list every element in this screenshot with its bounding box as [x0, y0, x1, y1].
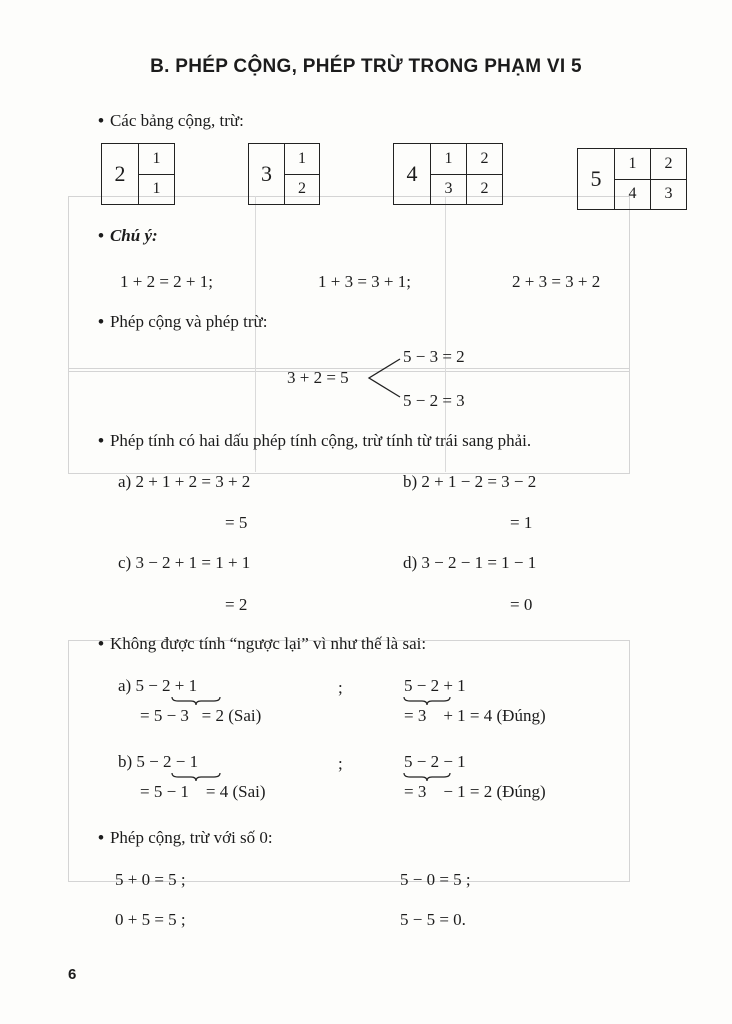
commutative-equation: 2 + 3 = 3 + 2 — [512, 272, 601, 291]
left-to-right-heading: • Phép tính có hai dấu phép tính cộng, trừ tính từ trái sang phải. — [98, 431, 532, 450]
reverse-a-left: a) 5 − 2 + 1 — [118, 676, 198, 695]
fork-lines — [366, 356, 402, 400]
page-title: B. PHÉP CỘNG, PHÉP TRỪ TRONG PHẠM VI 5 — [150, 56, 582, 77]
reverse-b-right-result: = 3 − 1 = 2 (Đúng) — [404, 782, 546, 801]
box-part: 2 — [467, 144, 502, 175]
zero-heading: • Phép cộng, trừ với số 0: — [98, 828, 273, 847]
example-b-line1: b) 2 + 1 − 2 = 3 − 2 — [403, 472, 537, 491]
reverse-b-left-result: = 5 − 1 = 4 (Sai) — [140, 782, 266, 801]
zero-equation: 0 + 5 = 5 ; — [115, 910, 186, 929]
braced-term: 2 − 1 — [163, 752, 199, 771]
underbrace — [402, 772, 452, 782]
number-box-5 — [577, 148, 687, 210]
braced-term: 5 − 2 — [404, 752, 440, 771]
box-part: 2 — [298, 180, 306, 198]
reverse-b-right: 5 − 2 − 1 — [404, 752, 466, 771]
bleed-through-box-middle — [68, 368, 630, 474]
separator: ; — [338, 754, 343, 773]
box-part: 2 — [651, 149, 686, 180]
box-total: 5 — [578, 149, 615, 209]
reverse-heading: • Không được tính “ngược lại” vì như thế là sai: — [98, 634, 427, 653]
box-total: 3 — [249, 144, 285, 204]
box-part: 1 — [615, 149, 650, 180]
example-b-line2: = 1 — [510, 513, 533, 532]
example-a-line1: a) 2 + 1 + 2 = 3 + 2 — [118, 472, 251, 491]
commutative-equation: 1 + 3 = 3 + 1; — [318, 272, 411, 291]
note-heading: • Chú ý: — [98, 226, 158, 245]
underbrace — [170, 772, 222, 782]
separator: ; — [338, 678, 343, 697]
example-c-line1: c) 3 − 2 + 1 = 1 + 1 — [118, 553, 251, 572]
example-d-line2: = 0 — [510, 595, 533, 614]
box-part: 1 — [139, 144, 174, 175]
zero-equation: 5 + 0 = 5 ; — [115, 870, 186, 889]
example-a-line2: = 5 — [225, 513, 248, 532]
example-c-line2: = 2 — [225, 595, 248, 614]
box-part: 4 — [628, 185, 637, 203]
zero-equation: 5 − 5 = 0. — [400, 910, 466, 929]
reverse-a-left-result: = 5 − 3 = 2 (Sai) — [140, 706, 262, 725]
box-total: 4 — [394, 144, 431, 204]
subtraction-equation: 5 − 2 = 3 — [403, 391, 465, 410]
page-number: 6 — [68, 966, 77, 983]
box-part: 1 — [152, 180, 161, 198]
addsub-heading: • Phép cộng và phép trừ: — [98, 312, 268, 331]
box-part: 3 — [444, 180, 453, 198]
addition-equation: 3 + 2 = 5 — [287, 368, 349, 387]
underbrace — [402, 696, 452, 706]
number-box-2 — [101, 143, 175, 205]
box-part: 1 — [285, 144, 319, 175]
commutative-equation: 1 + 2 = 2 + 1; — [120, 272, 213, 291]
example-d-line1: d) 3 − 2 − 1 = 1 − 1 — [403, 553, 537, 572]
braced-term: 2 + 1 — [162, 676, 198, 695]
tables-heading: • Các bảng cộng, trừ: — [98, 111, 244, 130]
reverse-b-left: b) 5 − 2 − 1 — [118, 752, 199, 771]
box-part: 3 — [664, 185, 673, 203]
braced-term: 5 − 2 — [404, 676, 440, 695]
reverse-a-right-result: = 3 + 1 = 4 (Đúng) — [404, 706, 546, 725]
box-part: 1 — [431, 144, 466, 175]
reverse-a-right: 5 − 2 + 1 — [404, 676, 466, 695]
box-total: 2 — [102, 144, 139, 204]
box-part: 2 — [480, 180, 489, 198]
zero-equation: 5 − 0 = 5 ; — [400, 870, 471, 889]
underbrace — [170, 696, 222, 706]
number-box-3 — [248, 143, 320, 205]
number-box-4 — [393, 143, 503, 205]
subtraction-equation: 5 − 3 = 2 — [403, 347, 465, 366]
